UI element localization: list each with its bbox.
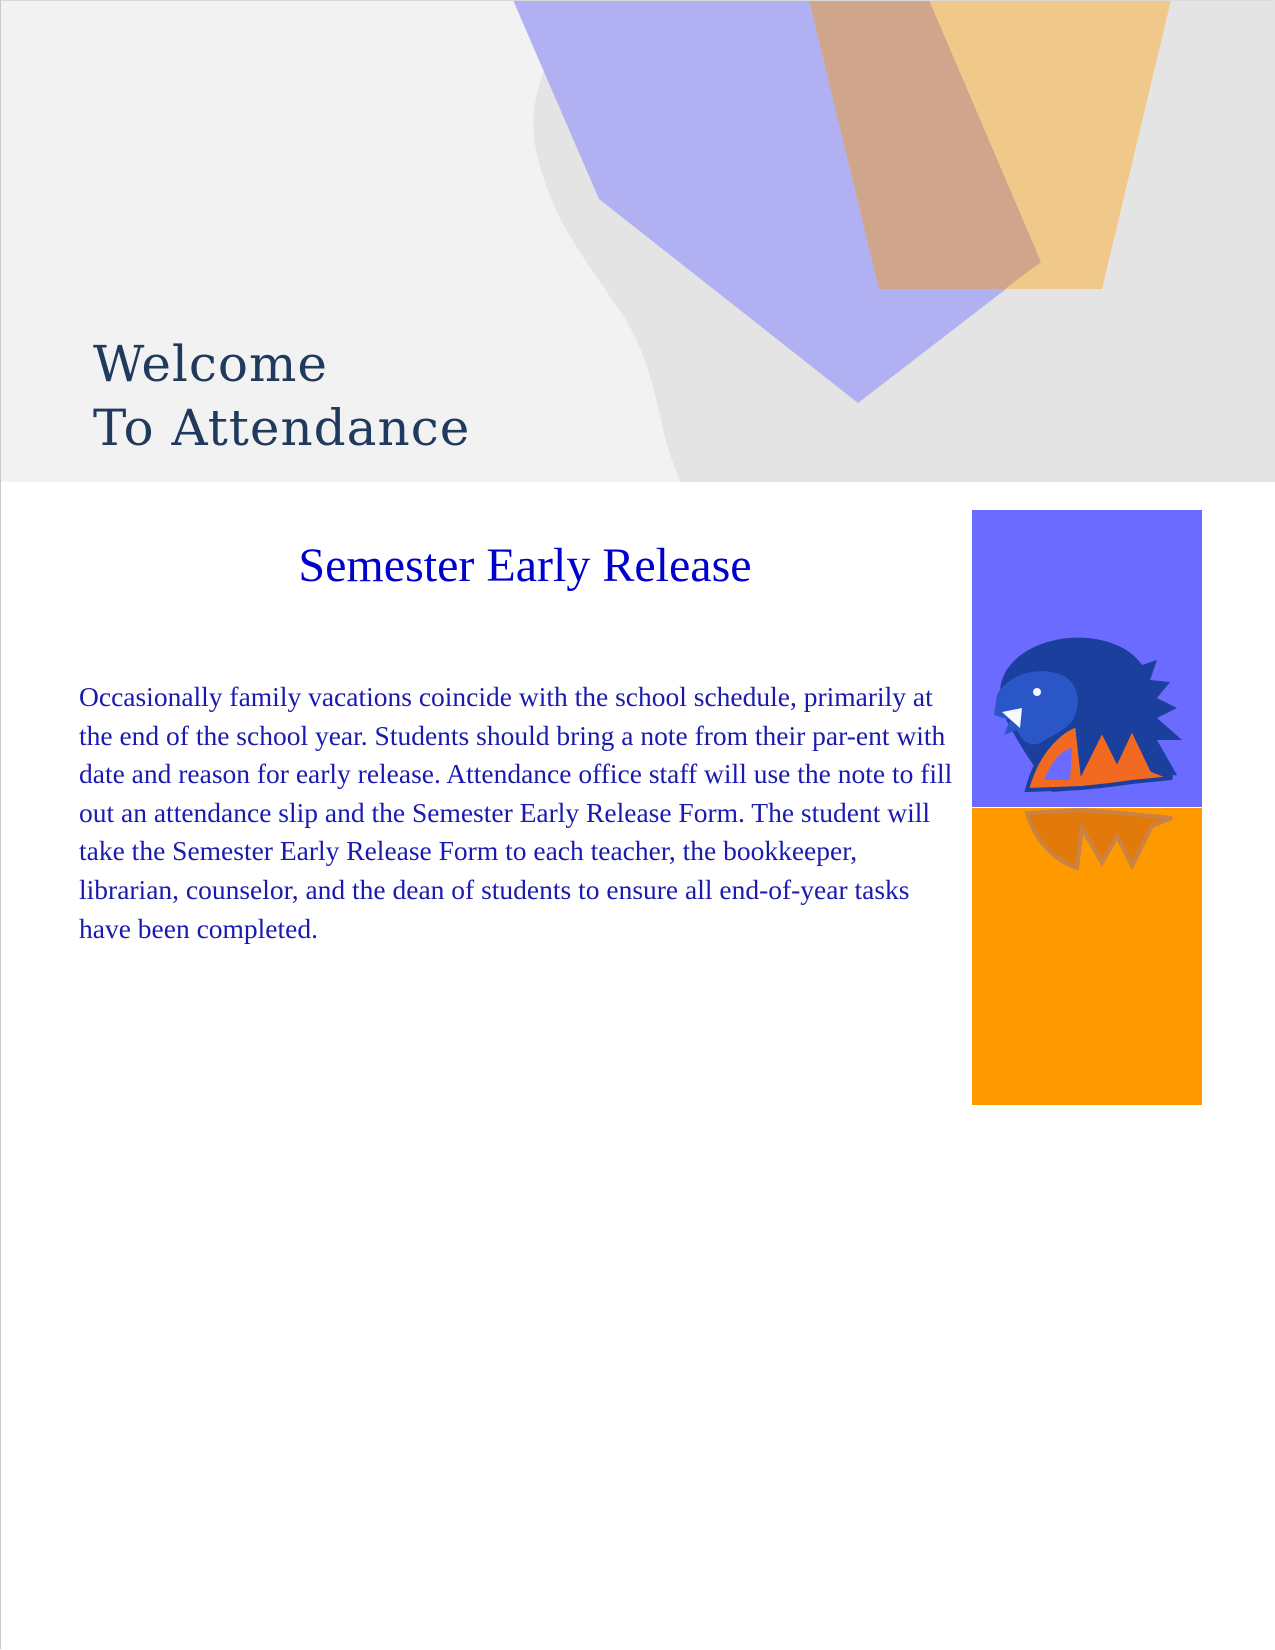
page-title xyxy=(93,332,470,460)
section-heading: Semester Early Release xyxy=(298,539,752,592)
mascot-reflection xyxy=(982,808,1192,888)
title-line-2: To Attendance xyxy=(93,399,471,457)
logo-panel xyxy=(972,510,1202,1105)
lion-eye xyxy=(1033,688,1041,696)
lion-mascot-icon xyxy=(982,630,1192,805)
body-paragraph: Occasionally family vacations coincide with the school schedule, primarily at the end of the school year. Students should bring a note from their par-ent with date and reason for early release. Attendance office staff will use the note to fill out an attendance slip and the Semester Early Release Form. The student will take the Semester Early Release Form to each teacher, the bookkeeper, librarian, counselor, and the dean of students to ensure all end-of-year tasks have been completed. xyxy=(79,681,953,944)
reflection-letters xyxy=(1027,810,1172,868)
title-line-1: Welcome xyxy=(93,335,329,393)
header-banner xyxy=(1,0,1275,482)
